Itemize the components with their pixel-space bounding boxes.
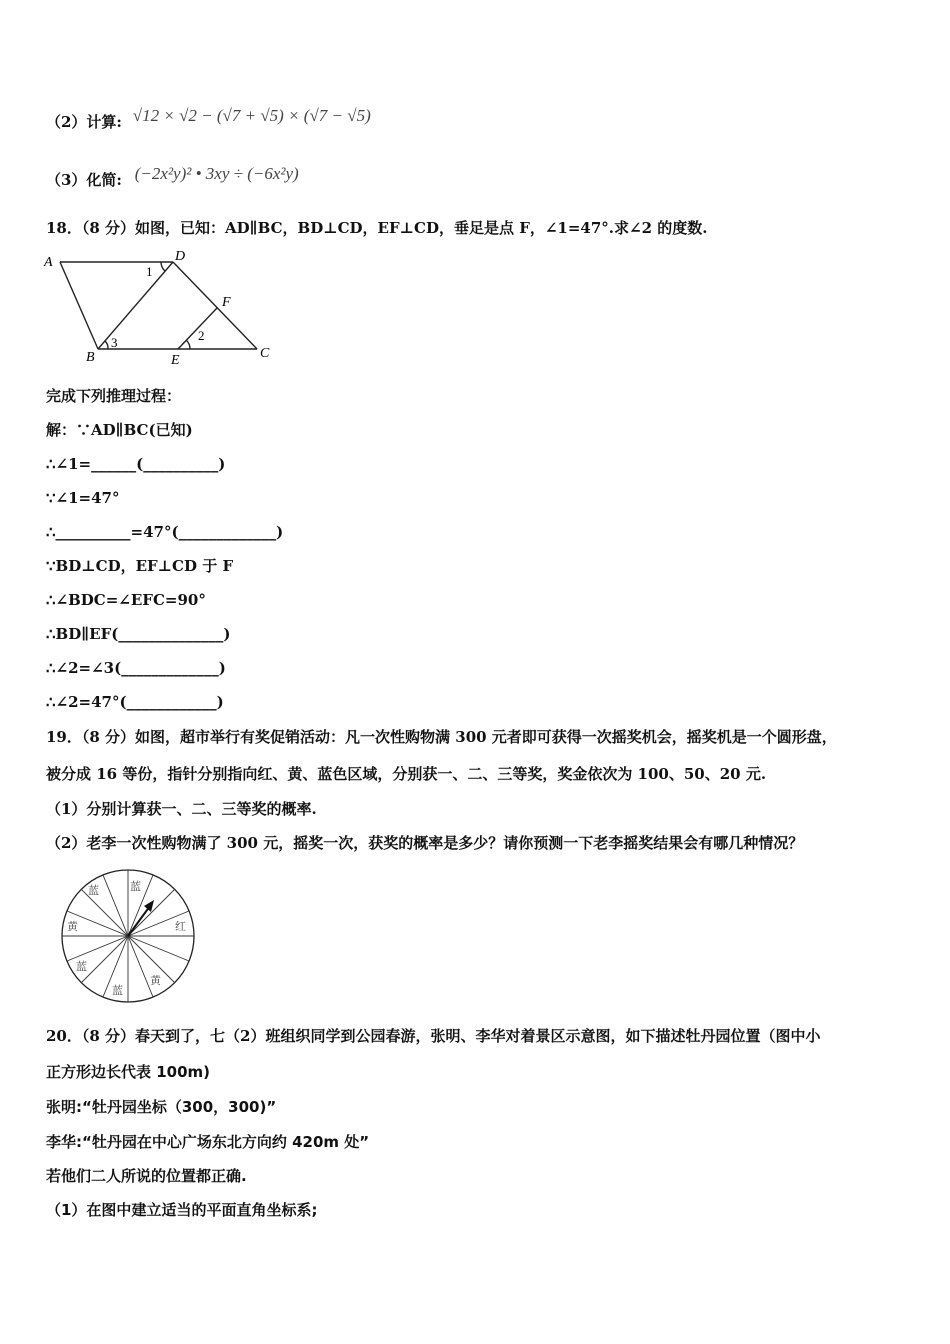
q18-step-7: ∴BD∥EF(______________): [46, 625, 231, 643]
wheel-label-blue-3: 蓝: [76, 961, 87, 973]
wheel-label-yellow-2: 黄: [150, 975, 161, 987]
q20-zhang-ming: 张明:“牡丹园坐标（300，300)”: [46, 1098, 277, 1116]
q19-part1: （1）分别计算获一、二、三等奖的概率.: [46, 800, 317, 818]
label-angle3: 3: [111, 335, 118, 350]
q17-part2: [46, 106, 371, 132]
q18-intro: 完成下列推理过程：: [46, 387, 182, 405]
q17-part3: [46, 164, 299, 190]
q18-step-9: ∴∠2=47°(____________): [46, 693, 224, 711]
q17-part3-label: （3）化简:: [46, 171, 122, 189]
q18-header: 18．（8 分）如图，已知：AD∥BC，BD⊥CD，EF⊥CD，垂足是点 F，∠1=47°.求∠2 的度数.: [46, 219, 708, 237]
q18-step-8: ∴∠2=∠3(_____________): [46, 659, 226, 677]
label-B: B: [86, 350, 95, 365]
q18-step-1: 解：∵AD∥BC(已知): [46, 421, 193, 439]
q18-step-2: ∴∠1=______(__________): [46, 455, 226, 473]
q20-header: 20．（8 分）春天到了，七（2）班组织同学到公园春游，张明、李华对着景区示意图，如下描述牡丹园位置（图中小: [46, 1027, 821, 1045]
prize-wheel: [58, 866, 198, 1006]
q18-step-4: ∴__________=47°(_____________): [46, 523, 284, 541]
q20-li-hua: 李华:“牡丹园在中心广场东北方向约 420m 处”: [46, 1133, 370, 1151]
q17-part3-expr: (−2x²y)² • 3xy ÷ (−6x²y): [134, 164, 299, 183]
label-F: F: [222, 295, 231, 310]
wheel-label-blue-1: 蓝: [88, 885, 99, 897]
wheel-label-blue-4: 蓝: [112, 985, 123, 997]
q17-part2-expr-a: √12 × √2: [132, 106, 202, 125]
q19-header: 19．（8 分）如图，超市举行有奖促销活动：凡一次性购物满 300 元者即可获得一次摇奖机会，摇奖机是一个圆形盘，: [46, 728, 837, 746]
label-angle2: 2: [198, 328, 205, 343]
label-A: A: [44, 255, 53, 270]
q18-figure: [40, 246, 280, 366]
q20-header-cont: 正方形边长代表 100m): [46, 1063, 211, 1081]
segment-BD: [98, 262, 173, 349]
wheel-label-red: 红: [175, 921, 186, 933]
angle1-arc: [161, 262, 165, 271]
wheel-label-yellow-1: 黄: [67, 921, 78, 933]
segment-AB: [60, 262, 98, 349]
label-C: C: [260, 346, 270, 361]
q18-step-6: ∴∠BDC=∠EFC=90°: [46, 591, 206, 609]
q19-header-cont: 被分成 16 等份，指针分别指向红、黄、蓝色区域，分别获一、二、三等奖，奖金依次为 100、50、20 元.: [46, 765, 767, 783]
angle2-arc: [186, 340, 190, 349]
label-angle1: 1: [146, 264, 153, 279]
segment-DC: [173, 262, 257, 349]
label-D: D: [175, 249, 186, 264]
q18-step-3: ∵∠1=47°: [46, 489, 120, 507]
wheel-label-blue-2: 蓝: [130, 881, 141, 893]
q19-part2: （2）老李一次性购物满了 300 元，摇奖一次，获奖的概率是多少？请你预测一下老李摇奖结果会有哪几种情况？: [46, 834, 804, 852]
q17-part2-expr-b: − (√7 + √5) × (√7 − √5): [201, 106, 371, 125]
label-E: E: [171, 353, 180, 366]
q20-both-correct: 若他们二人所说的位置都正确.: [46, 1167, 247, 1185]
angle3-arc: [105, 341, 108, 349]
q18-step-5: ∵BD⊥CD，EF⊥CD 于 F: [46, 557, 234, 575]
q20-part1: （1）在图中建立适当的平面直角坐标系;: [46, 1201, 318, 1219]
q17-part2-label: （2）计算:: [46, 113, 122, 131]
